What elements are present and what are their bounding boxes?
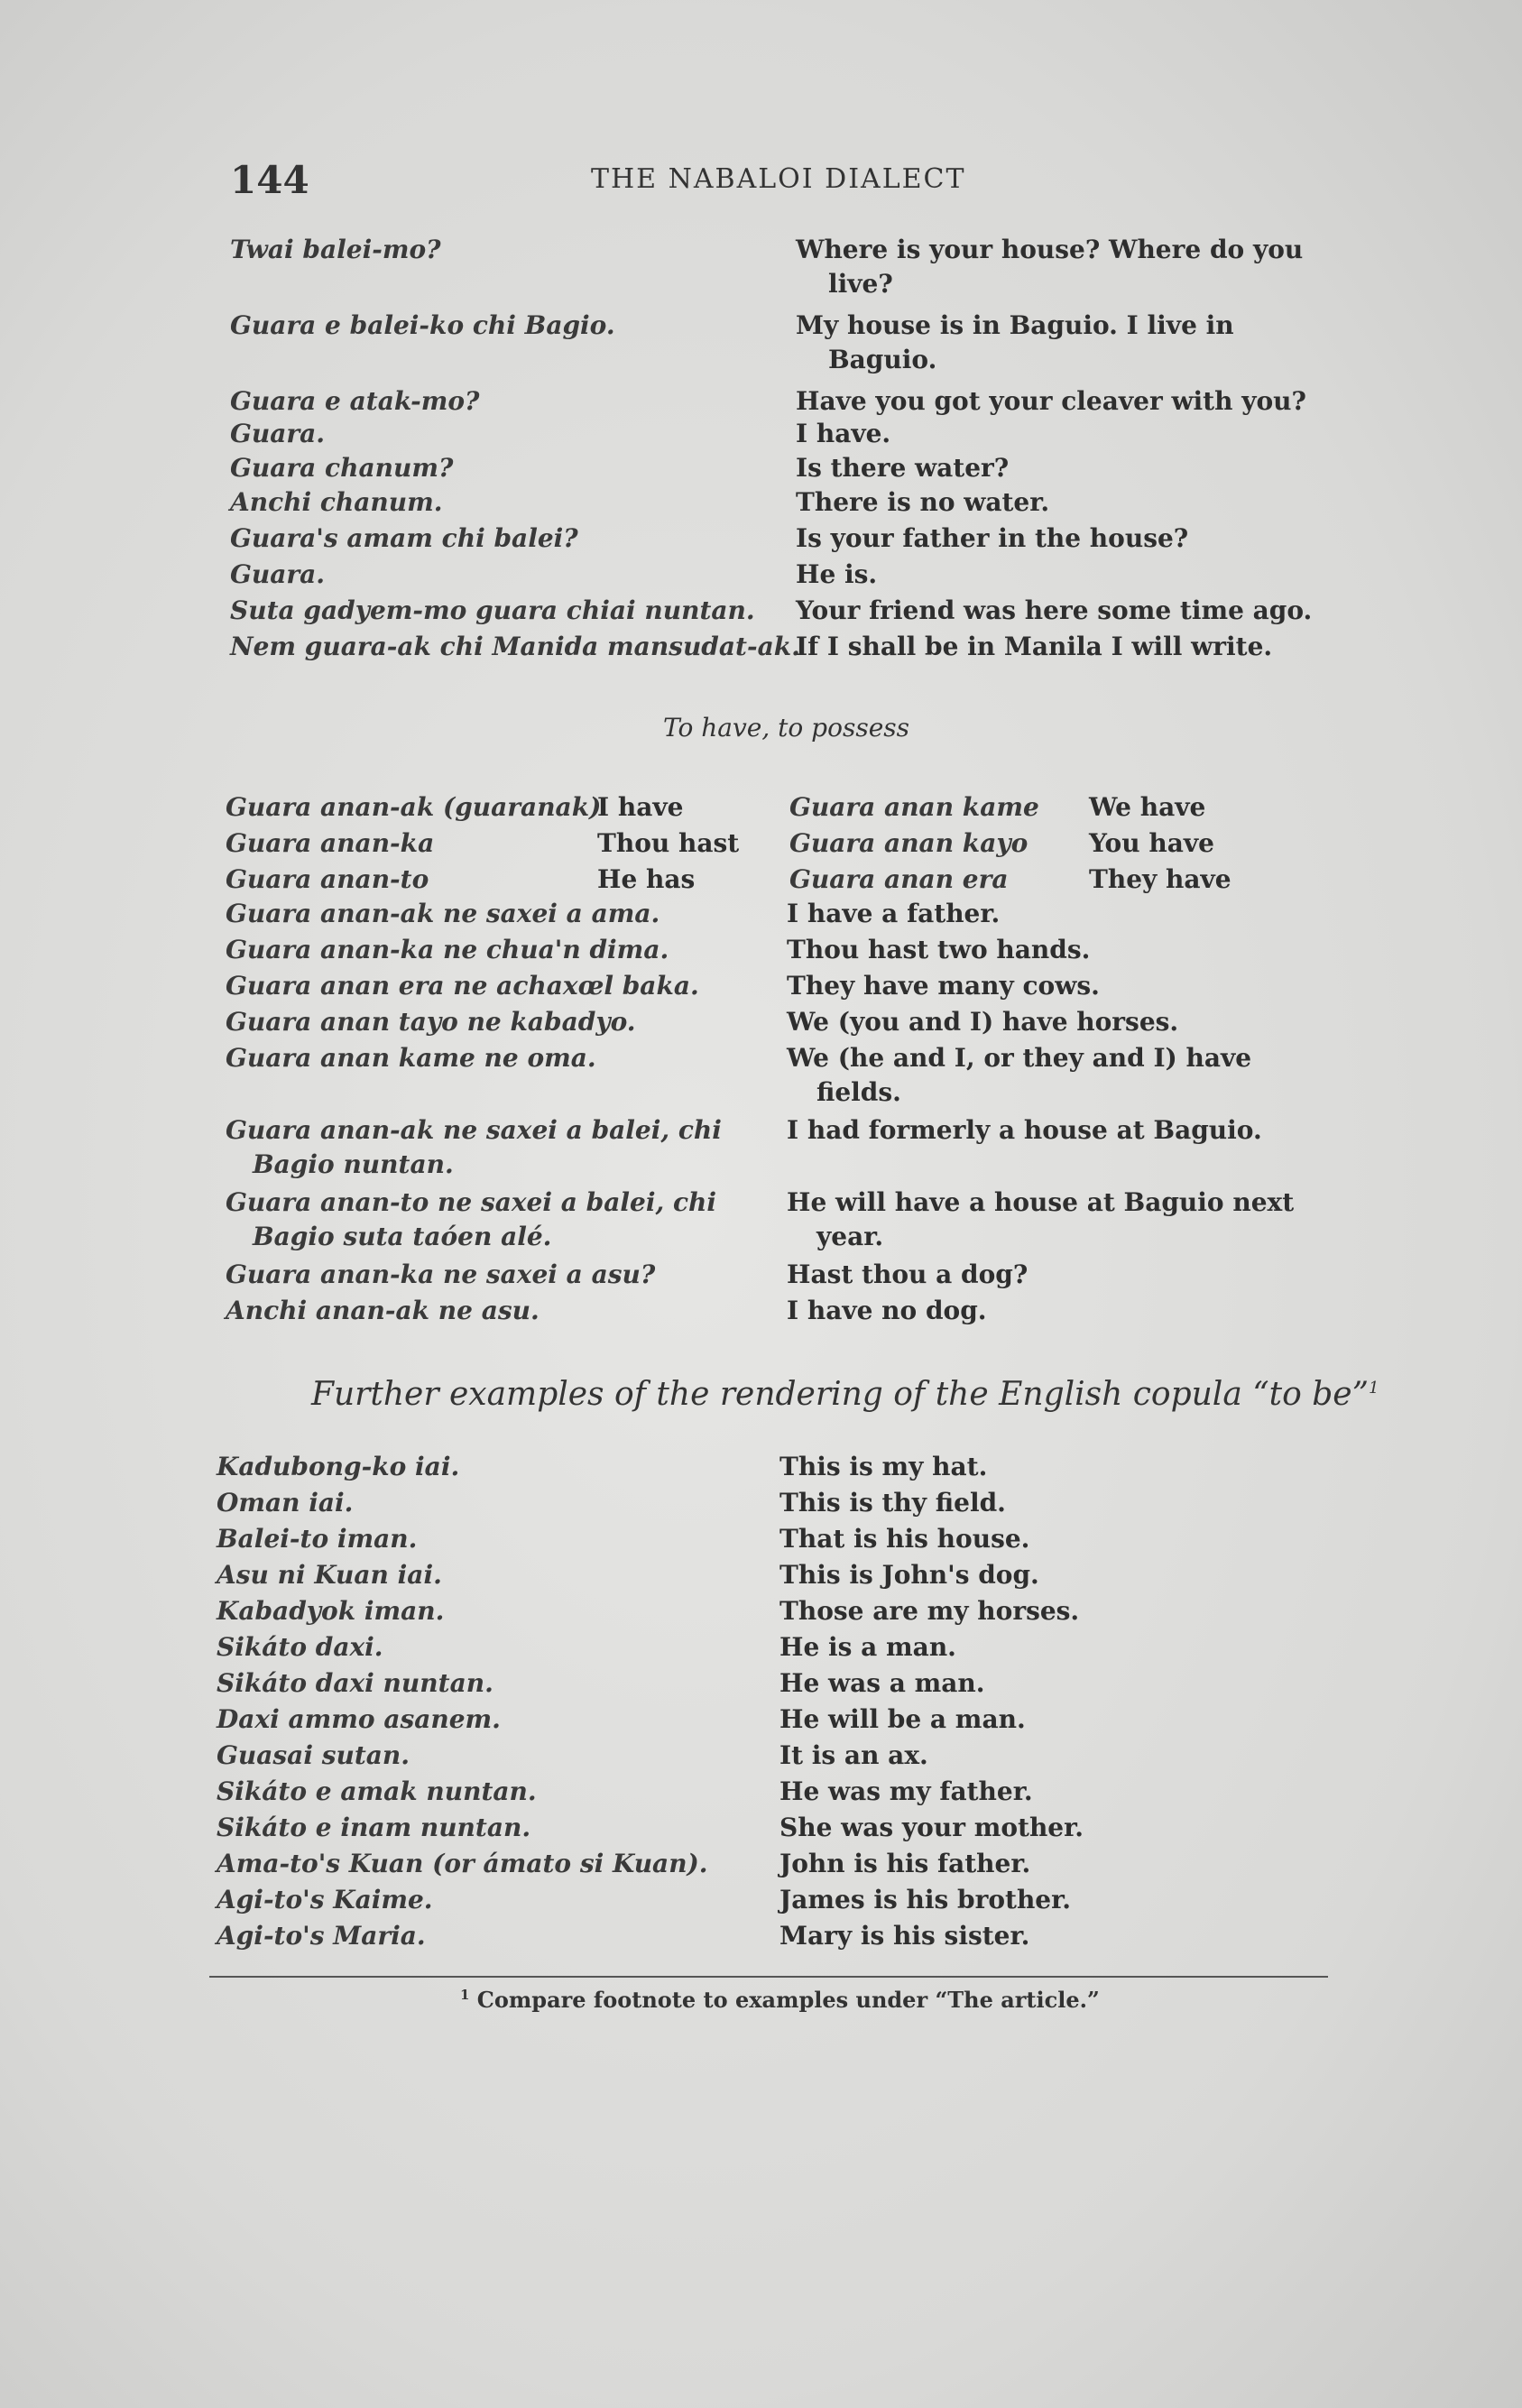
nabaloi-phrase: Nem guara-ak chi Manida mansudat-ak.: [230, 632, 800, 661]
nabaloi-phrase: Suta gadyem-mo guara chiai nuntan.: [230, 595, 755, 625]
nabaloi-phrase: Sikáto daxi nuntan.: [217, 1668, 493, 1698]
nabaloi-phrase: Sikáto e amak nuntan.: [217, 1776, 537, 1806]
footnote-rule: [209, 1976, 1328, 1978]
english-translation: We (you and I) have horses.: [787, 1007, 1179, 1037]
english-translation-cont: year.: [816, 1222, 884, 1251]
english-translation: This is John's dog.: [779, 1560, 1039, 1590]
paradigm-nabaloi: Guara anan-ak (guaranak): [226, 792, 602, 822]
nabaloi-phrase: Ama-to's Kuan (or ámato si Kuan).: [217, 1849, 708, 1878]
english-translation: This is my hat.: [779, 1452, 988, 1481]
heading-to-have: To have, to possess: [663, 713, 910, 743]
english-translation-cont: fields.: [816, 1077, 901, 1107]
english-translation: I had formerly a house at Baguio.: [787, 1115, 1262, 1145]
paradigm-english: You have: [1089, 828, 1214, 858]
nabaloi-phrase: Guara anan kame ne oma.: [226, 1043, 596, 1073]
nabaloi-phrase: Guara's amam chi balei?: [230, 523, 578, 553]
english-translation: She was your mother.: [779, 1813, 1084, 1842]
english-translation: If I shall be in Manila I will write.: [796, 632, 1273, 661]
nabaloi-phrase: Guara chanum?: [230, 453, 454, 483]
paradigm-nabaloi: Guara anan kame: [789, 792, 1039, 822]
nabaloi-phrase: Guara anan-ak ne saxei a balei, chi: [226, 1115, 722, 1145]
footnote-ref: 1: [1368, 1379, 1379, 1398]
english-translation: This is thy field.: [779, 1488, 1006, 1518]
english-translation: Have you got your cleaver with you?: [796, 386, 1306, 416]
footnote: [460, 1987, 1100, 2013]
footnote-mark: 1: [460, 1987, 470, 2003]
english-translation: That is his house.: [779, 1524, 1030, 1554]
paradigm-english: They have: [1089, 864, 1231, 894]
english-translation: He was my father.: [779, 1776, 1033, 1806]
english-translation: James is his brother.: [779, 1885, 1072, 1914]
english-translation: There is no water.: [796, 487, 1050, 517]
english-translation: Thou hast two hands.: [787, 935, 1091, 964]
english-translation: Is your father in the house?: [796, 523, 1189, 553]
english-translation: I have.: [796, 419, 891, 448]
english-translation: Those are my horses.: [779, 1596, 1080, 1626]
english-translation: I have no dog.: [787, 1296, 987, 1325]
nabaloi-phrase: Sikáto e inam nuntan.: [217, 1813, 531, 1842]
nabaloi-phrase: Guara.: [230, 559, 326, 589]
english-translation: He is a man.: [779, 1632, 956, 1662]
english-translation: I have a father.: [787, 899, 1001, 928]
running-head: THE NABALOI DIALECT: [591, 163, 966, 195]
nabaloi-phrase: Anchi anan-ak ne asu.: [226, 1296, 540, 1325]
nabaloi-phrase: Asu ni Kuan iai.: [217, 1560, 442, 1590]
footnote-text: Compare footnote to examples under “The article.”: [476, 1987, 1100, 2013]
nabaloi-phrase-cont: Bagio nuntan.: [253, 1149, 454, 1179]
english-translation-cont: live?: [828, 269, 893, 299]
paradigm-english: We have: [1089, 792, 1206, 822]
paradigm-nabaloi: Guara anan-to: [226, 864, 429, 894]
heading-copula: [311, 1376, 1379, 1413]
nabaloi-phrase: Balei-to iman.: [217, 1524, 418, 1554]
nabaloi-phrase: Daxi ammo asanem.: [217, 1704, 501, 1734]
nabaloi-phrase: Agi-to's Maria.: [217, 1921, 426, 1951]
nabaloi-phrase: Oman iai.: [217, 1488, 354, 1518]
heading-copula-text: Further examples of the rendering of the English copula “to be”: [311, 1376, 1369, 1413]
nabaloi-phrase: Guara anan tayo ne kabadyo.: [226, 1007, 636, 1037]
english-translation: He was a man.: [779, 1668, 985, 1698]
nabaloi-phrase: Anchi chanum.: [230, 487, 443, 517]
nabaloi-phrase: Guara anan-ka ne saxei a asu?: [226, 1259, 656, 1289]
nabaloi-phrase-cont: Bagio suta taóen alé.: [253, 1222, 552, 1251]
paradigm-english: I have: [597, 792, 684, 822]
nabaloi-phrase: Twai balei-mo?: [230, 235, 441, 264]
english-translation: Mary is his sister.: [779, 1921, 1030, 1951]
nabaloi-phrase: Guara.: [230, 419, 326, 448]
english-translation: My house is in Baguio. I live in: [796, 310, 1234, 340]
nabaloi-phrase: Guara e balei-ko chi Bagio.: [230, 310, 615, 340]
nabaloi-phrase: Agi-to's Kaime.: [217, 1885, 433, 1914]
english-translation: We (he and I, or they and I) have: [787, 1043, 1252, 1073]
english-translation: They have many cows.: [787, 971, 1100, 1001]
nabaloi-phrase: Sikáto daxi.: [217, 1632, 383, 1662]
paradigm-nabaloi: Guara anan kayo: [789, 828, 1029, 858]
english-translation: He will be a man.: [779, 1704, 1026, 1734]
page-number: 144: [230, 158, 309, 202]
english-translation: Is there water?: [796, 453, 1010, 483]
nabaloi-phrase: Guara anan-ka ne chua'n dima.: [226, 935, 669, 964]
nabaloi-phrase: Guara anan era ne achaxœl baka.: [226, 971, 699, 1001]
paradigm-nabaloi: Guara anan-ka: [226, 828, 435, 858]
nabaloi-phrase: Guasai sutan.: [217, 1740, 410, 1770]
nabaloi-phrase: Kabadyok iman.: [217, 1596, 445, 1626]
paradigm-english: He has: [597, 864, 696, 894]
english-translation: John is his father.: [779, 1849, 1031, 1878]
nabaloi-phrase: Guara anan-to ne saxei a balei, chi: [226, 1187, 716, 1217]
nabaloi-phrase: Guara anan-ak ne saxei a ama.: [226, 899, 660, 928]
nabaloi-phrase: Kadubong-ko iai.: [217, 1452, 460, 1481]
page-header: [230, 158, 1358, 212]
english-translation: Your friend was here some time ago.: [796, 595, 1313, 625]
english-translation: Where is your house? Where do you: [796, 235, 1304, 264]
paradigm-english: Thou hast: [597, 828, 740, 858]
nabaloi-phrase: Guara e atak-mo?: [230, 386, 480, 416]
english-translation: He is.: [796, 559, 878, 589]
english-translation: Hast thou a dog?: [787, 1259, 1029, 1289]
english-translation-cont: Baguio.: [828, 345, 937, 374]
paradigm-nabaloi: Guara anan era: [789, 864, 1009, 894]
english-translation: It is an ax.: [779, 1740, 928, 1770]
english-translation: He will have a house at Baguio next: [787, 1187, 1295, 1217]
